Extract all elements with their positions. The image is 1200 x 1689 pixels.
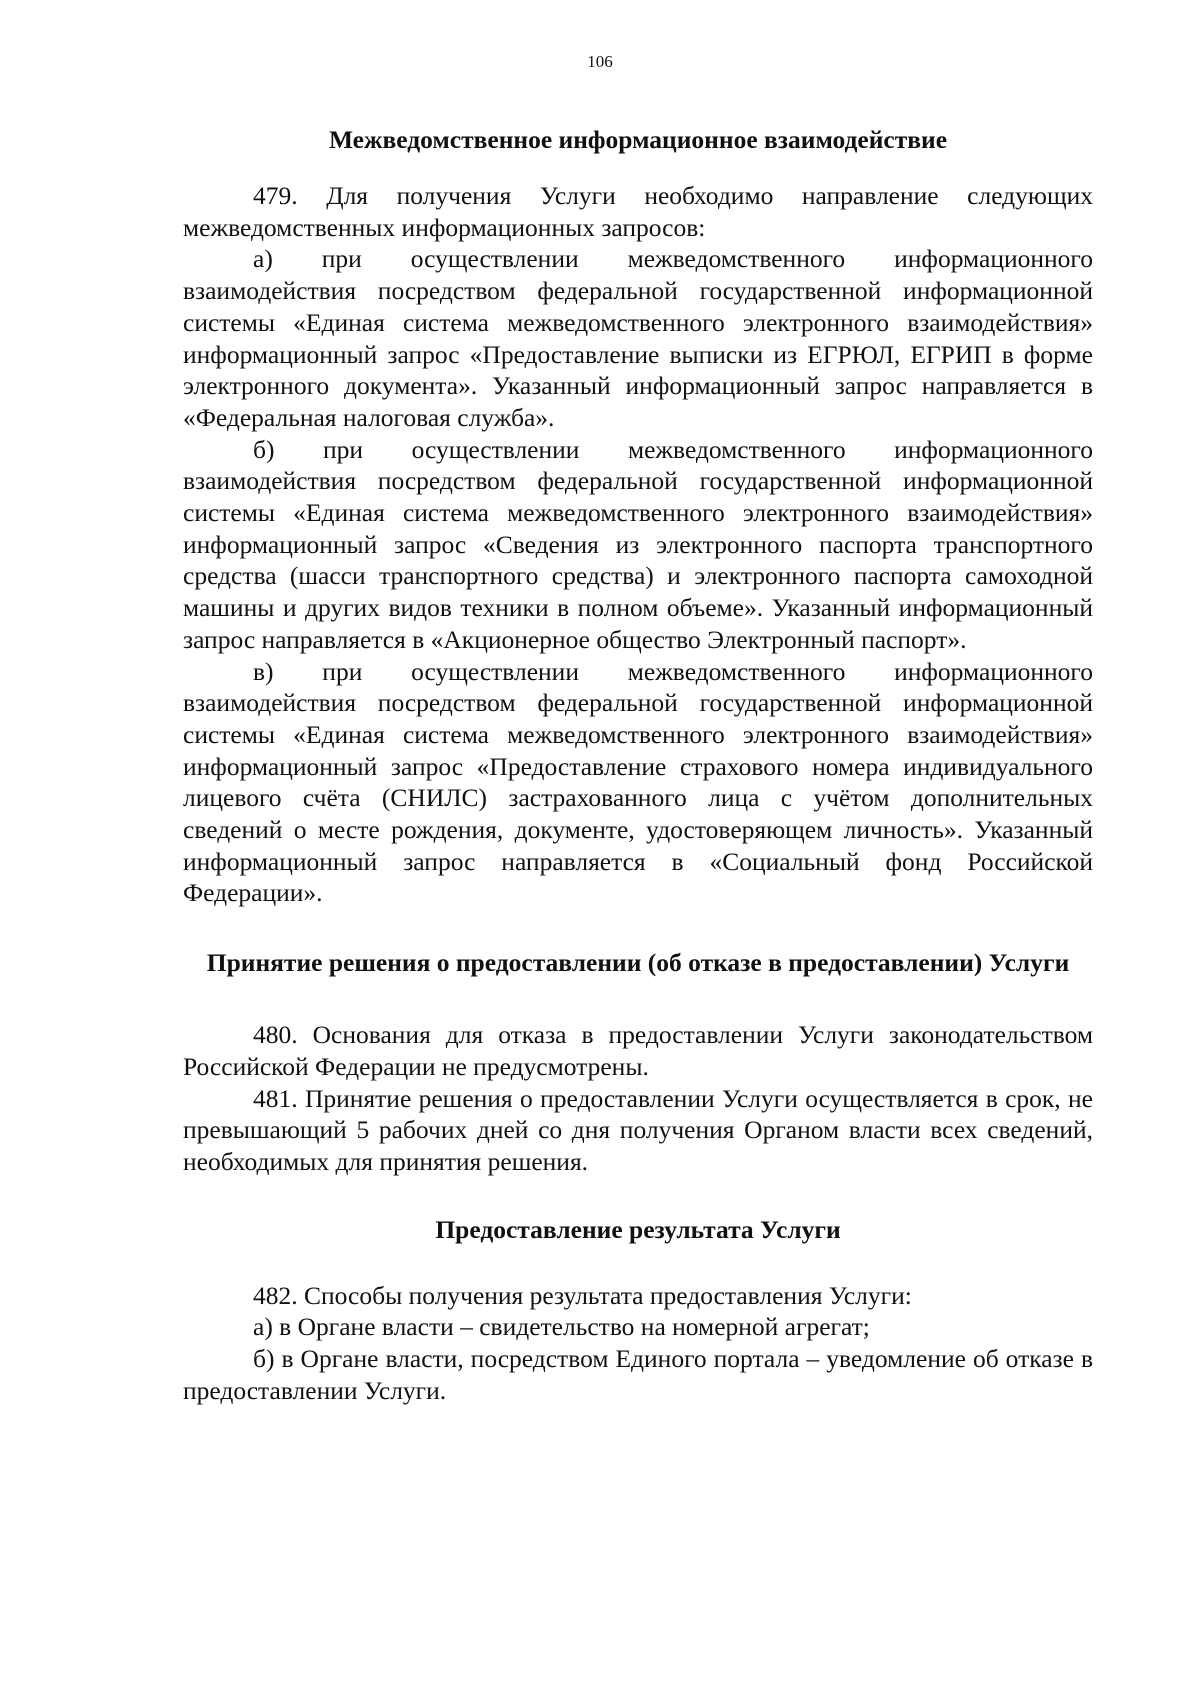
- paragraph-481: 481. Принятие решения о предоставлении Услуги осуществляется в срок, не превышающий 5 рабочих дней со дня получения Органом власти всех сведений, необходимых для принятия решения.: [183, 1083, 1093, 1176]
- paragraph-479: 479. Для получения Услуги необходимо направление следующих межведомственных информационных запросов:: [183, 181, 1093, 242]
- paragraph-479-a: а) при осуществлении межведомственного информационного взаимодействия посредством федеральной государственной информационной системы «Единая система межведомственного электронного взаимодействия» информационный запрос «Предоставление выписки из ЕГРЮЛ, ЕГРИП в форме электронного документа». Указанный информационный запрос направляется в «Федеральная налоговая служба».: [183, 244, 1093, 432]
- paragraph-482: 482. Способы получения результата предоставления Услуги:: [253, 1280, 912, 1310]
- paragraph-479-b: б) при осуществлении межведомственного информационного взаимодействия посредством федеральной государственной информационной системы «Единая система межведомственного электронного взаимодействия» информационный запрос «Сведения из электронного паспорта транспортного средства (шасси транспортного средства) и электронного паспорта самоходной машины и других видов техники в полном объеме». Указанный информационный запрос направляется в «Акционерное общество Электронный паспорт».: [183, 434, 1093, 654]
- section-heading-interagency: Межведомственное информационное взаимодействие: [328, 125, 948, 154]
- paragraph-480: 480. Основания для отказа в предоставлении Услуги законодательством Российской Федерации не предусмотрены.: [183, 1020, 1093, 1081]
- paragraph-479-v: в) при осуществлении межведомственного информационного взаимодействия посредством федеральной государственной информационной системы «Единая система межведомственного электронного взаимодействия» информационный запрос «Предоставление страхового номера индивидуального лицевого счёта (СНИЛС) застрахованного лица с учётом дополнительных сведений о месте рождения, документе, удостоверяющем личность». Указанный информационный запрос направляется в «Социальный фонд Российской Федерации».: [183, 656, 1093, 908]
- paragraph-482-b: б) в Органе власти, посредством Единого портала – уведомление об отказе в предоставлении Услуги.: [183, 1344, 1093, 1405]
- section-heading-result: Предоставление результата Услуги: [435, 1214, 841, 1244]
- page-content: [183, 124, 1093, 1407]
- page-number: 106: [587, 52, 613, 71]
- paragraph-482-a: а) в Органе власти – свидетельство на номерной агрегат;: [253, 1312, 870, 1342]
- section-heading-decision: Принятие решения о предоставлении (об отказе в предоставлении) Услуги: [206, 948, 1070, 978]
